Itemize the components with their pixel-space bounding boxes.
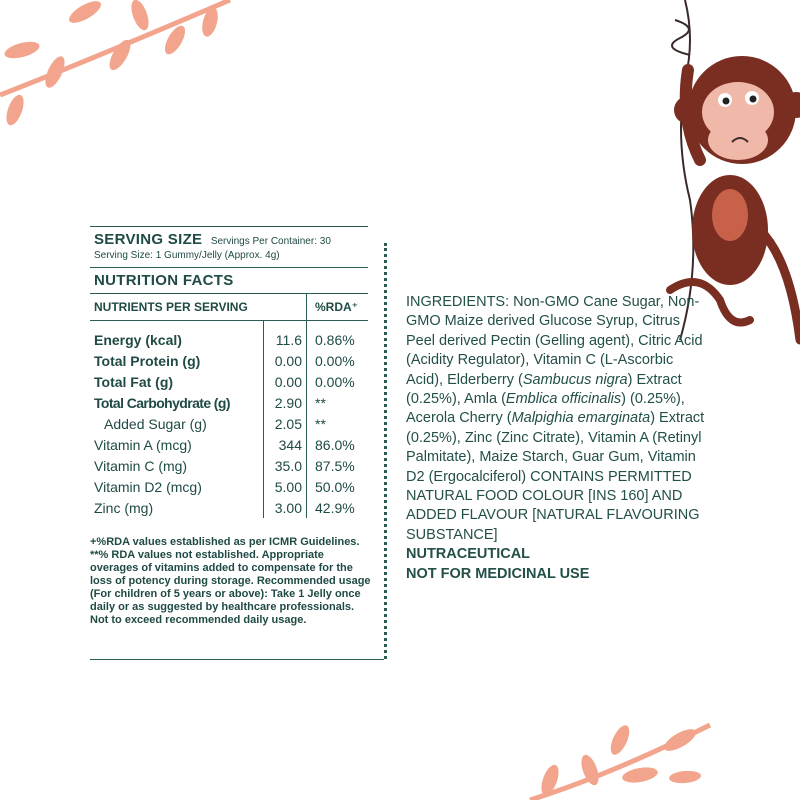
table-row: Vitamin C (mg) 35.0 87.5% (90, 455, 368, 476)
nutrition-panel (90, 226, 371, 627)
leaf-branch-bottom-right-icon (520, 715, 720, 800)
nutrition-facts-title: NUTRITION FACTS (94, 272, 234, 289)
nutrients-header: NUTRIENTS PER SERVING (94, 300, 248, 314)
rda-footnote: +%RDA values established as per ICMR Guidelines. **% RDA values not established. Appropriate overages of vitamins added to compensate for the loss of potency during storage. Recommended usage (For children of 5 years or above): Take 1 Jelly once daily or as suggested by healthcare professionals. Not to exceed recommended daily usage. (90, 536, 371, 626)
table-row: Added Sugar (g) 2.05 ** (90, 413, 368, 434)
nutrition-table (90, 294, 368, 518)
serving-size-title: SERVING SIZE (94, 231, 203, 248)
nutraceutical-label: NUTRACEUTICAL (406, 546, 531, 563)
servings-per-container: Servings Per Container: 30 (210, 236, 331, 247)
table-row: Total Fat (g) 0.00 0.00% (90, 371, 368, 392)
table-row: Total Carbohydrate (g) 2.90 ** (90, 392, 368, 413)
serving-size-block (90, 227, 368, 267)
table-row: Zinc (mg) 3.00 42.9% (90, 497, 368, 518)
dotted-divider (384, 243, 387, 659)
bottom-rule (90, 659, 384, 660)
leaf-branch-top-left-icon (0, 0, 260, 140)
table-row: Total Protein (g) 0.00 0.00% (90, 350, 368, 371)
serving-size-value: Serving Size: 1 Gummy/Jelly (Approx. 4g) (94, 250, 280, 261)
not-for-medicinal-use-label: NOT FOR MEDICINAL USE (406, 565, 590, 582)
table-row: Vitamin D2 (mcg) 5.00 50.0% (90, 476, 368, 497)
table-row: Vitamin A (mcg) 344 86.0% (90, 434, 368, 455)
rda-header: %RDA⁺ (307, 294, 369, 321)
ingredients-text: INGREDIENTS: Non-GMO Cane Sugar, Non-GMO Maize derived Glucose Syrup, Citrus Peel derived Pectin (Gelling agent), Citric Acid (Acidity Regulator), Vitamin C (L-Ascorbic Acid), Elderberry (Sambucus nigra) Extract (0.25%), Amla (Emblica officinalis) (0.25%), Acerola Cherry (Malpighia emarginata) Extract (0.25%), Zinc (Zinc Citrate), Vitamin A (Retinyl Palmitate), Maize Starch, Guar Gum, Vitamin D2 (Ergocalciferol) CONTAINS PERMITTED NATURAL FOOD COLOUR [INS 160] AND ADDED FLAVOUR [NATURAL FLAVOURING SUBSTANCE] NUTRACEUTICAL NOT FOR MEDICINAL USE (406, 293, 706, 584)
table-row: Energy (kcal) 11.6 0.86% (90, 329, 368, 350)
